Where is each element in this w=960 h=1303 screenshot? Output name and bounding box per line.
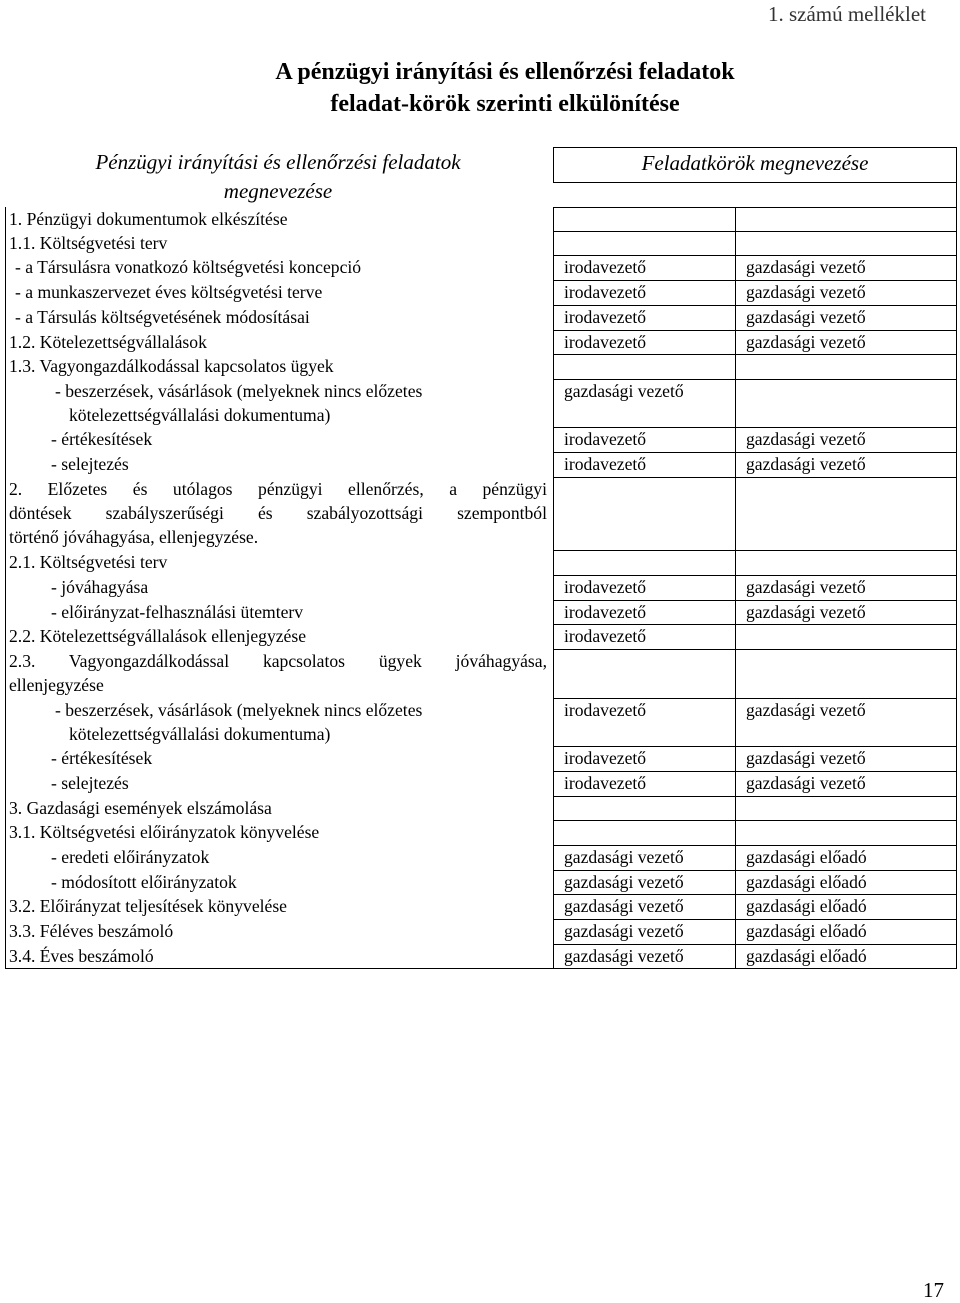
table-row: - a munkaszervezet éves költségvetési terve irodavezető gazdasági vezető — [5, 280, 957, 305]
table-row: 2. Előzetes és utólagos pénzügyi ellenőrzés, a pénzügyi döntések szabályszerűségi és szabályozottsági szempontból történő jóváhagyása, ellenjegyzése. — [5, 477, 957, 550]
table-rule — [553, 624, 957, 625]
table-rule — [553, 746, 957, 747]
table-row: 1. Pénzügyi dokumentumok elkészítése — [5, 207, 957, 231]
table-rule — [553, 231, 957, 232]
table-row: 2.1. Költségvetési terv — [5, 550, 957, 575]
table-rule — [553, 894, 957, 895]
table-rule — [553, 255, 957, 256]
table-row: 1.3. Vagyongazdálkodással kapcsolatos ügyek — [5, 354, 957, 379]
table-rule — [553, 550, 957, 551]
table-row: 3.3. Féléves beszámoló gazdasági vezető gazdasági előadó — [5, 919, 957, 944]
table-row: - jóváhagyása irodavezető gazdasági vezető — [5, 575, 957, 600]
table-row: 3.1. Költségvetési előirányzatok könyvelése — [5, 820, 957, 845]
table-row: - beszerzések, vásárlások (melyeknek nincs előzetes kötelezettségvállalási dokumentuma) irodavezető gazdasági vezető — [5, 698, 957, 746]
table-row: - értékesítések irodavezető gazdasági vezető — [5, 746, 957, 771]
table-row: 2.3. Vagyongazdálkodással kapcsolatos ügyek jóváhagyása, ellenjegyzése — [5, 649, 957, 698]
table-rule — [553, 845, 957, 846]
table-row: - selejtezés irodavezető gazdasági vezető — [5, 771, 957, 796]
title-line-2: feladat-körök szerinti elkülönítése — [330, 91, 680, 117]
table-rule — [5, 207, 6, 969]
document-title — [160, 56, 850, 120]
table-rule — [553, 280, 957, 281]
table-rule — [553, 600, 957, 601]
table-rule — [553, 796, 957, 797]
table-row: - selejtezés irodavezető gazdasági vezető — [5, 452, 957, 477]
table-rule — [553, 575, 957, 576]
table-rule — [553, 649, 957, 650]
table-rule — [553, 944, 957, 945]
table-rule — [553, 820, 957, 821]
table-rule — [553, 870, 957, 871]
table-row: - beszerzések, vásárlások (melyeknek nincs előzetes kötelezettségvállalási dokumentuma) gazdasági vezető — [5, 379, 957, 427]
table-rule — [553, 427, 957, 428]
table-row: 2.2. Kötelezettségvállalások ellenjegyzése irodavezető — [5, 624, 957, 649]
task-allocation-table — [5, 147, 957, 969]
table-rule — [553, 452, 957, 453]
table-rule — [956, 147, 957, 969]
table-rule — [553, 477, 957, 478]
table-row: 1.2. Kötelezettségvállalások irodavezető gazdasági vezető — [5, 330, 957, 354]
table-row: - a Társulás költségvetésének módosításai irodavezető gazdasági vezető — [5, 305, 957, 330]
table-row: - értékesítések irodavezető gazdasági vezető — [5, 427, 957, 452]
title-line-1: A pénzügyi irányítási és ellenőrzési feladatok — [275, 59, 735, 85]
table-rule — [553, 698, 957, 699]
table-rule — [553, 330, 957, 331]
header-col-task: Pénzügyi irányítási és ellenőrzési feladatok megnevezése — [95, 150, 461, 203]
annex-label: 1. számú melléklet — [767, 2, 926, 26]
table-row: 3. Gazdasági események elszámolása — [5, 796, 957, 820]
table-row: 3.2. Előirányzat teljesítések könyvelése gazdasági vezető gazdasági előadó — [5, 894, 957, 919]
header-col-roles: Feladatkörök megnevezése — [553, 147, 957, 182]
table-row: - a Társulásra vonatkozó költségvetési koncepció irodavezető gazdasági vezető — [5, 255, 957, 280]
table-rule — [553, 182, 957, 183]
table-row: 1.1. Költségvetési terv — [5, 231, 957, 255]
table-rule — [553, 919, 957, 920]
table-row: - eredeti előirányzatok gazdasági vezető gazdasági előadó — [5, 845, 957, 870]
table-rule — [553, 354, 957, 355]
table-row: - előirányzat-felhasználási ütemterv irodavezető gazdasági vezető — [5, 600, 957, 624]
table-rule — [553, 379, 957, 380]
table-header-row — [5, 147, 957, 207]
table-rule — [5, 968, 957, 969]
table-row: 3.4. Éves beszámoló gazdasági vezető gazdasági előadó — [5, 944, 957, 969]
table-rule — [553, 771, 957, 772]
table-rule — [553, 207, 957, 208]
table-row: - módosított előirányzatok gazdasági vezető gazdasági előadó — [5, 870, 957, 894]
page-number: 17 — [923, 1278, 944, 1302]
table-rule — [553, 305, 957, 306]
